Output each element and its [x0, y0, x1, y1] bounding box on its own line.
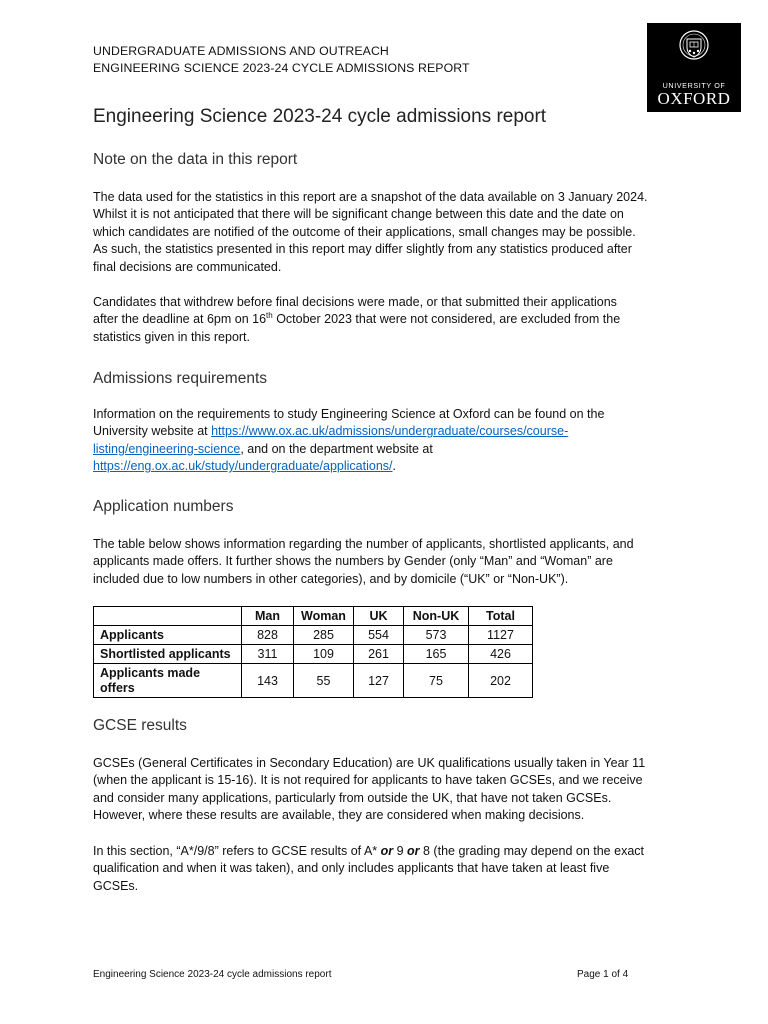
table-row-label: Shortlisted applicants [94, 645, 242, 664]
table-cell: 109 [294, 645, 354, 664]
note-paragraph-1: The data used for the statistics in this report are a snapshot of the data available on 3 January 2024. Whilst it is not anticipated that there will be significant change between this date and the date on which candidates are notified of the outcome of their applications, small changes may be possible. As such, the statistics presented in this report may differ slightly from any statistics produced after final decisions are communicated. [93, 190, 648, 274]
table-header-cell [94, 607, 242, 626]
table-cell: 165 [404, 645, 469, 664]
applications-paragraph: The table below shows information regarding the number of applicants, shortlisted applicants, and applicants made offers. It further shows the numbers by Gender (only “Man” and “Woman” are included due to low numbers in other categories), and by domicile (“UK” or “Non-UK”). [93, 537, 634, 586]
section-heading-note: Note on the data in this report [93, 151, 298, 168]
table-header-cell: Man [242, 607, 294, 626]
course-page-link[interactable]: https://www.ox.ac.uk/admissions/undergraduate/courses/course- [211, 424, 569, 439]
table-header-cell: Non-UK [404, 607, 469, 626]
table-header-cell: UK [354, 607, 404, 626]
footer-page-number: Page 1 of 4 [577, 969, 629, 980]
table-cell: 143 [242, 664, 294, 698]
application-numbers-table [93, 606, 533, 698]
gcse-paragraph-1: GCSEs (General Certificates in Secondary Education) are UK qualifications usually taken in Year 11 (when the applicant is 15-16). It is not required for applicants to have taken GCSEs, and we receive and consider many applications, particularly from outside the UK, that have not taken GCSEs. However, where these results are available, they are considered when making decisions. [93, 756, 646, 823]
table-cell: 1127 [469, 626, 533, 645]
note-paragraph-2: Candidates that withdrew before final decisions were made, or that submitted their applications after the deadline at 6pm on 16th October 2023 that were not considered, are excluded from the statistics given in this report. [93, 295, 621, 344]
table-header-row [94, 607, 533, 626]
section-heading-gcse: GCSE results [93, 717, 187, 734]
footer-report-title: Engineering Science 2023-24 cycle admissions report [93, 969, 332, 980]
logo-university-of: UNIVERSITY OF [662, 81, 726, 90]
header-unit-name: UNDERGRADUATE ADMISSIONS AND OUTREACH [93, 44, 389, 58]
table-cell: 311 [242, 645, 294, 664]
gcse-paragraph-2: In this section, “A*/9/8” refers to GCSE results of A* or 9 or 8 (the grading may depend on the exact qualification and when it was taken), and only includes applicants that have taken at least five GCSEs. [93, 844, 644, 893]
table-cell: 828 [242, 626, 294, 645]
table-cell: 573 [404, 626, 469, 645]
table-row-label: Applicants made offers [94, 664, 242, 698]
table-cell: 285 [294, 626, 354, 645]
table-row [94, 645, 533, 664]
course-page-link-continued[interactable]: listing/engineering-science [93, 441, 241, 456]
table-row [94, 664, 533, 698]
table-cell: 127 [354, 664, 404, 698]
table-cell: 426 [469, 645, 533, 664]
crest-icon [679, 29, 709, 63]
page-title: Engineering Science 2023-24 cycle admissions report [93, 106, 547, 127]
table-cell: 55 [294, 664, 354, 698]
table-row-label: Applicants [94, 626, 242, 645]
section-heading-applications: Application numbers [93, 498, 234, 515]
logo-oxford: OXFORD [657, 89, 731, 108]
oxford-logo [647, 23, 741, 112]
table-header-cell: Total [469, 607, 533, 626]
table-cell: 554 [354, 626, 404, 645]
table-cell: 261 [354, 645, 404, 664]
requirements-paragraph: Information on the requirements to study Engineering Science at Oxford can be found on the University website at https://www.ox.ac.uk/admissions/undergraduate/courses/course- listing/engineering-science, and on the department website at https://eng.ox.ac.uk/study/undergraduate/applications/. [93, 407, 605, 474]
department-applications-link[interactable]: https://eng.ox.ac.uk/study/undergraduate/applications/ [93, 459, 393, 474]
table-header-cell: Woman [294, 607, 354, 626]
header-report-name: ENGINEERING SCIENCE 2023-24 CYCLE ADMISSIONS REPORT [93, 61, 470, 75]
section-heading-requirements: Admissions requirements [93, 370, 268, 387]
table-cell: 202 [469, 664, 533, 698]
table-cell: 75 [404, 664, 469, 698]
table-row [94, 626, 533, 645]
